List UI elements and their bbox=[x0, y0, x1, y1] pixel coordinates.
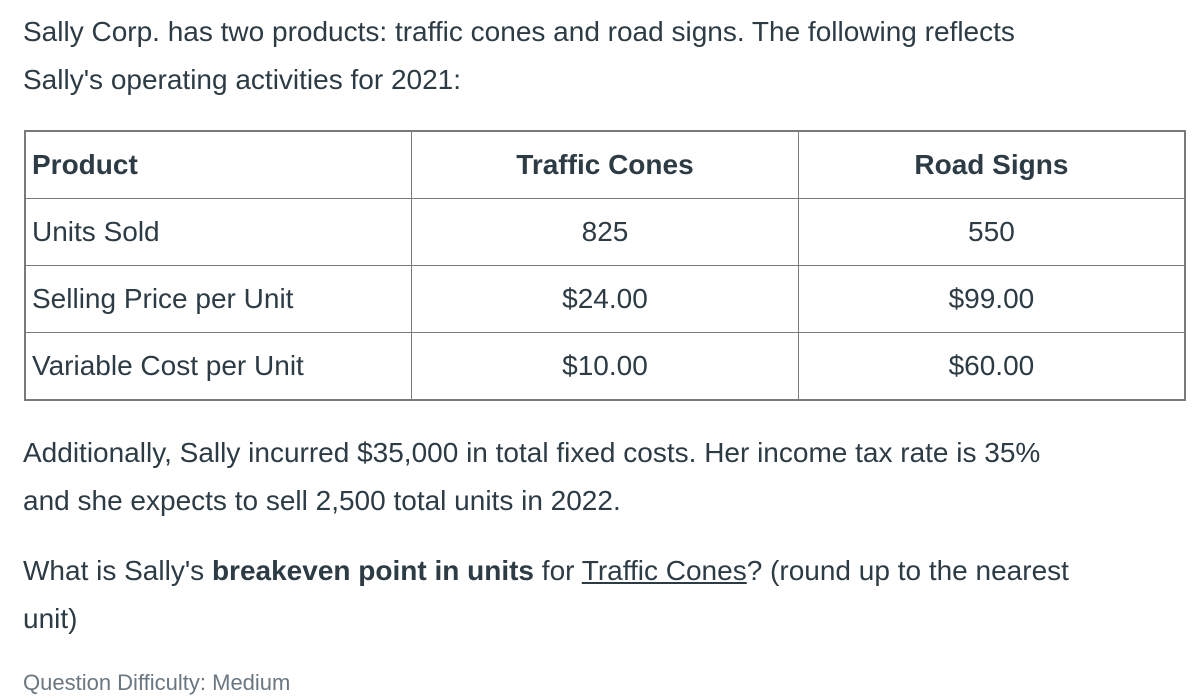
table-row bbox=[25, 266, 1185, 333]
road-signs-value: $99.00 bbox=[798, 266, 1185, 333]
traffic-cones-value: $10.00 bbox=[412, 333, 799, 401]
question-text-part: for bbox=[534, 555, 582, 586]
row-label: Units Sold bbox=[25, 199, 412, 266]
question-underlined-product: Traffic Cones bbox=[581, 555, 747, 586]
table-row bbox=[25, 333, 1185, 401]
question-difficulty-label: Question Difficulty: Medium bbox=[23, 670, 291, 695]
table-row bbox=[25, 199, 1185, 266]
row-label: Variable Cost per Unit bbox=[25, 333, 412, 401]
question-paragraph bbox=[23, 547, 1188, 643]
question-line-1 bbox=[23, 547, 1188, 595]
header-product: Product bbox=[25, 131, 412, 199]
traffic-cones-value: $24.00 bbox=[412, 266, 799, 333]
additional-line-2: and she expects to sell 2,500 total units in 2022. bbox=[23, 485, 621, 516]
question-text-part: What is Sally's bbox=[23, 555, 212, 586]
traffic-cones-value: 825 bbox=[412, 199, 799, 266]
road-signs-value: $60.00 bbox=[798, 333, 1185, 401]
product-data-table bbox=[24, 130, 1186, 401]
row-label: Selling Price per Unit bbox=[25, 266, 412, 333]
question-text-part: ? (round up to the nearest bbox=[746, 555, 1069, 586]
header-traffic-cones: Traffic Cones bbox=[412, 131, 799, 199]
additional-line-1: Additionally, Sally incurred $35,000 in total fixed costs. Her income tax rate is 35% bbox=[23, 437, 1041, 468]
question-content bbox=[23, 8, 1188, 643]
additional-info-paragraph bbox=[23, 429, 1188, 525]
intro-line-1: Sally Corp. has two products: traffic cones and road signs. The following reflects bbox=[23, 16, 1015, 47]
intro-line-2: Sally's operating activities for 2021: bbox=[23, 64, 462, 95]
header-road-signs: Road Signs bbox=[798, 131, 1185, 199]
intro-paragraph bbox=[23, 8, 1188, 104]
question-line-2: unit) bbox=[23, 603, 78, 634]
road-signs-value: 550 bbox=[798, 199, 1185, 266]
question-emphasis: breakeven point in units bbox=[211, 555, 535, 586]
table-header-row bbox=[25, 131, 1185, 199]
